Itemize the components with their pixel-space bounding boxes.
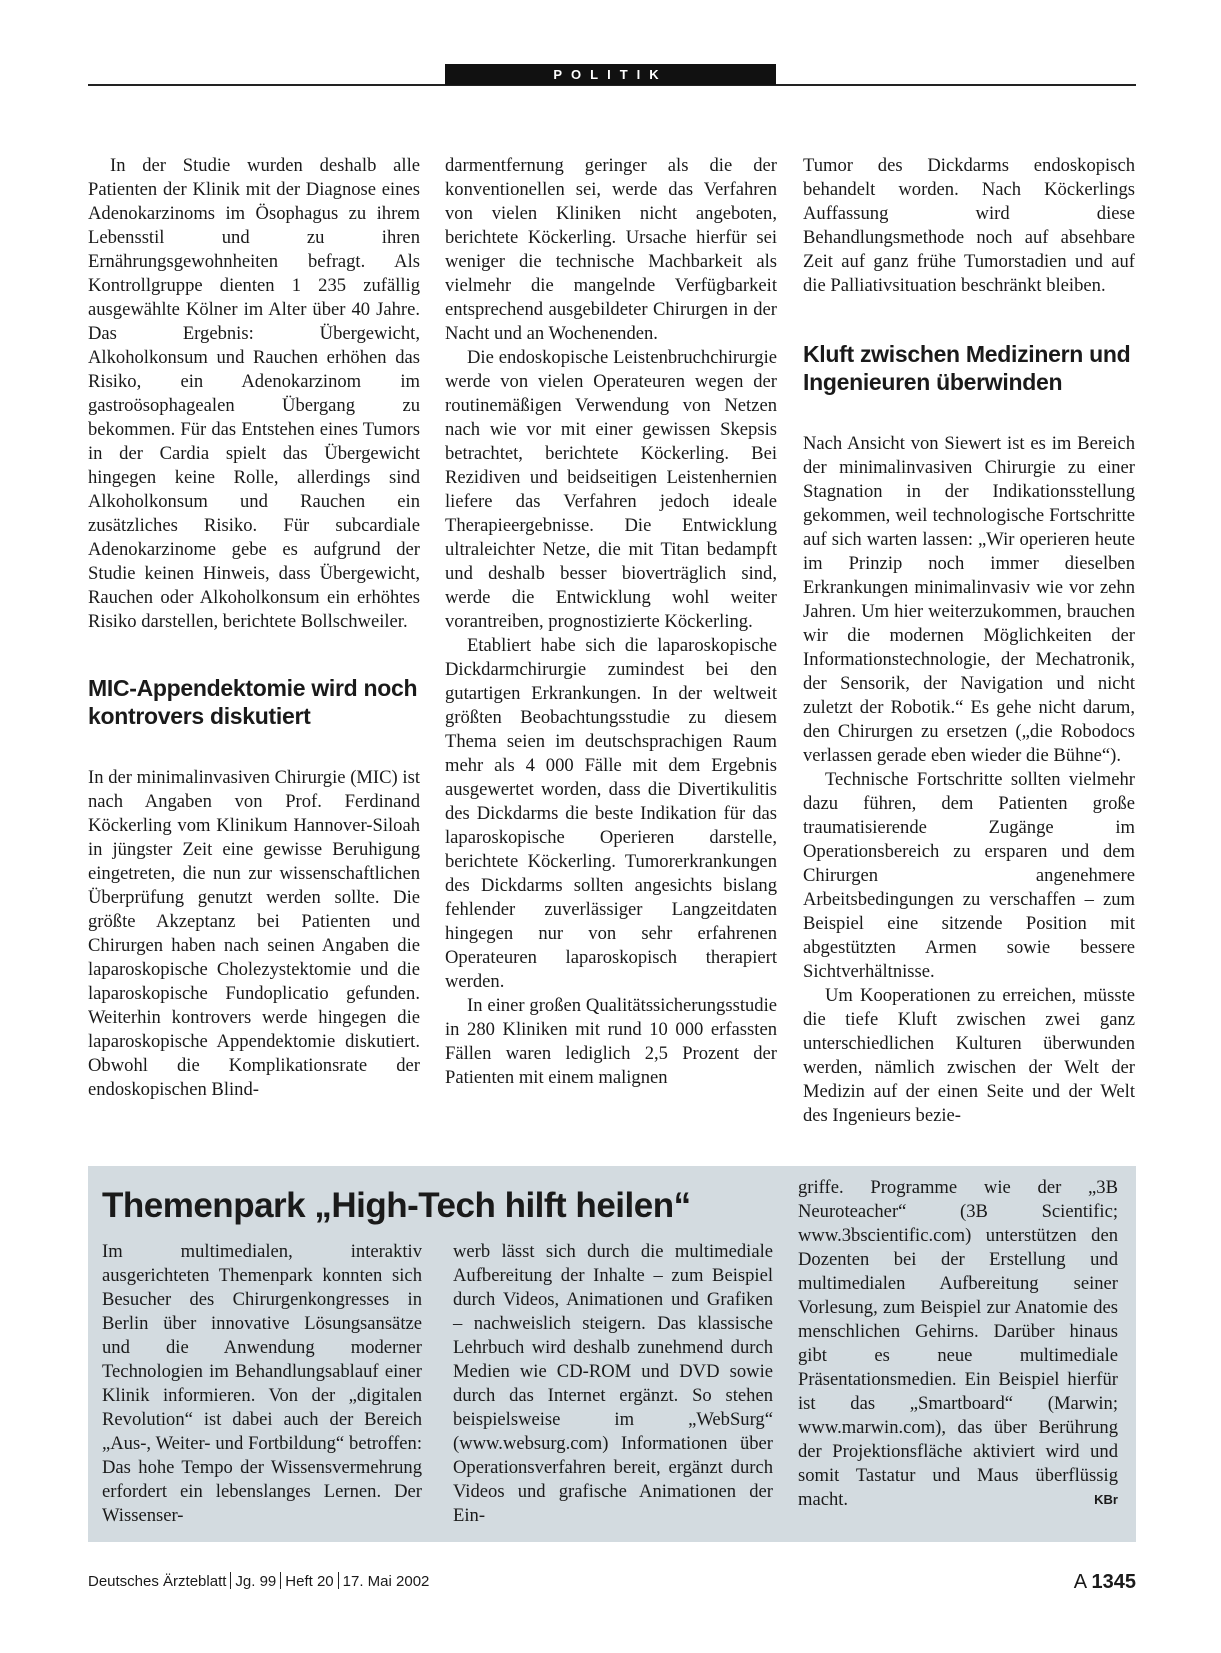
paragraph: Die endoskopische Leistenbruchchirurgie werde von vielen Operateuren wegen der routinemäßigen Verwendung von Netzen nach wie vor mit einer gewissen Skepsis betrachtet, berichtete Köckerling. Bei Rezidiven und beidseitigen Leistenhernien liefere das Verfahren jedoch ideale Therapieergebnisse. Die Entwicklung ultraleichter Netze, die mit Titan bedampft und deshalb besser bioverträglich sind, werde die Entwicklung wohl weiter vorantreiben, prognostizierte Köckerling. <box>445 347 777 632</box>
page-prefix: A <box>1073 1571 1086 1593</box>
paragraph: Nach Ansicht von Siewert ist es im Bereich der minimalinvasiven Chirurgie zu einer Stagnation in der Indikationsstellung gekommen, weil technologische Fortschritte auf sich warten lassen: „Wir operieren heute im Prinzip noch immer dieselben Erkrankungen minimalinvasiv wie vor zehn Jahren. Um hier weiterzukommen, brauchen wir die modernen Möglichkeiten der Informationstechnologie, der Mechatronik, der Sensorik, der Navigation und nicht zuletzt der Robotik.“ Es gehe nicht darum, den Chirurgen zu ersetzen („die Robodocs verlassen gerade eben wieder die Bühne“). <box>803 433 1135 766</box>
page-number <box>1074 1569 1136 1595</box>
article-column-2 <box>445 154 777 1090</box>
publication-date: 17. Mai 2002 <box>342 1573 430 1590</box>
paragraph: werb lässt sich durch die multimediale Aufbereitung der Inhalte – zum Beispiel durch Videos, Animationen und Grafiken – nachweislich steigern. Das klassische Lehrbuch wird deshalb zunehmend durch Medien wie CD-ROM und DVD sowie durch das Internet ergänzt. So stehen beispielsweise im „WebSurg“ (www.websurg.com) Informationen über Operationsverfahren bereit, ergänzt durch Videos und grafische Animationen der Ein- <box>453 1241 773 1526</box>
sidebar-box <box>88 1166 1136 1542</box>
article-column-1 <box>88 154 420 1102</box>
paragraph: Im multimedialen, interaktiv ausgerichteten Themenpark konnten sich Besucher des Chirurgenkongresses in Berlin über innovative Lösungsansätze und die Anwendung moderner Technologien im Behandlungsablauf einer Klinik informieren. Von der „digitalen Revolution“ ist dabei auch der Bereich „Aus-, Weiter- und Fortbildung“ betroffen: Das hohe Tempo der Wissensvermehrung erfordert ein lebenslanges Lernen. Der Wissenser- <box>102 1241 422 1526</box>
page-footer <box>88 1569 1136 1595</box>
paragraph <box>798 1176 1118 1512</box>
paragraph: In der Studie wurden deshalb alle Patienten der Klinik mit der Diagnose eines Adenokarzinoms im Ösophagus zu ihrem Lebensstil und zu ihren Ernährungsgewohnheiten befragt. Als Kontrollgruppe dienten 1 235 zufällig ausgewählte Kölner im Alter über 40 Jahre. Das Ergebnis: Übergewicht, Alkoholkonsum und Rauchen erhöhen das Risiko, ein Adenokarzinom im gastroösophagealen Übergang zu bekommen. Für das Entstehen eines Tumors in der Cardia spielt das Übergewicht hingegen keine Rolle, allerdings sind Alkoholkonsum und Rauchen ein zusätzliches Risiko. Für subcardiale Adenokarzinome gebe es aufgrund der Studie keinen Hinweis, dass Übergewicht, Rauchen oder Alkoholkonsum ein erhöhtes Risiko darstellen, berichtete Bollschweiler. <box>88 155 420 632</box>
author-initials: KBr <box>1094 1492 1118 1507</box>
divider <box>280 1572 281 1589</box>
journal-name: Deutsches Ärzteblatt <box>88 1573 227 1590</box>
volume: Jg. 99 <box>235 1573 277 1590</box>
subheading: Kluft zwischen Medizinern und Ingenieuren überwinden <box>803 341 1131 395</box>
page-number-value: 1345 <box>1091 1571 1136 1593</box>
box-column-3-text: griffe. Programme wie der „3B Neuroteacher“ (3B Scientific; www.3bscientific.com) unterstützen den Dozenten bei der Erstellung und multimedialen Aufbereitung seiner Vorlesung, zum Beispiel zur Anatomie des menschlichen Gehirns. Darüber hinaus gibt es neue multimediale Präsentationsmedien. Ein Beispiel hierfür ist das „Smartboard“ (Marwin; www.marwin.com), das über Berührung der Projektionsfläche aktiviert wird und somit Tastatur und Maus überflüssig macht. <box>798 1177 1118 1510</box>
article-column-3 <box>803 154 1135 1128</box>
paragraph: Um Kooperationen zu erreichen, müsste die tiefe Kluft zwischen zwei ganz unterschiedlichen Kulturen überwunden werden, nämlich zwischen der Welt der Medizin auf der einen Seite und der Welt des Ingenieurs bezie- <box>803 985 1135 1126</box>
box-title: Themenpark „High-Tech hilft heilen“ <box>102 1186 691 1225</box>
issue: Heft 20 <box>285 1573 334 1590</box>
divider <box>230 1572 231 1589</box>
divider <box>338 1572 339 1589</box>
paragraph: In einer großen Qualitätssicherungsstudie in 280 Kliniken mit rund 10 000 erfassten Fällen waren lediglich 2,5 Prozent der Patienten mit einem malignen <box>445 995 777 1088</box>
paragraph: Technische Fortschritte sollten vielmehr dazu führen, dem Patienten große traumatisierende Zugänge im Operationsbereich zu ersparen und dem Chirurgen angenehmere Arbeitsbedingungen zu verschaffen – zum Beispiel eine sitzende Position mit abgestützten Armen sowie bessere Sichtverhältnisse. <box>803 769 1135 982</box>
paragraph: darmentfernung geringer als die der konventionellen sei, werde das Verfahren von vielen Kliniken nicht angeboten, berichtete Köckerling. Ursache hierfür sei weniger die technische Machbarkeit als vielmehr die mangelnde Verfügbarkeit entsprechend ausgebildeter Chirurgen in der Nacht und an Wochenenden. <box>445 155 777 344</box>
paragraph: Etabliert habe sich die laparoskopische Dickdarmchirurgie zumindest bei den gutartigen Erkrankungen. In der weltweit größten Beobachtungsstudie zu diesem Thema seien im deutschsprachigen Raum mehr als 4 000 Fälle mit dem Ergebnis ausgewertet worden, dass die Divertikulitis des Dickdarms die beste Indikation für das laparoskopische Operieren darstelle, berichtete Köckerling. Tumorerkrankungen des Dickdarms sollten angesichts bislang fehlender zuverlässiger Langzeitdaten hingegen nur von sehr erfahrenen Operateuren laparoskopisch therapiert werden. <box>445 635 777 992</box>
section-label: POLITIK <box>445 64 776 85</box>
box-column-2 <box>453 1240 773 1528</box>
box-column-3 <box>798 1176 1118 1512</box>
box-column-1 <box>102 1240 422 1528</box>
paragraph: Tumor des Dickdarms endoskopisch behandelt worden. Nach Köckerlings Auffassung wird diese Behandlungsmethode noch auf absehbare Zeit auf ganz frühe Tumorstadien und auf die Palliativsituation beschränkt bleiben. <box>803 155 1135 296</box>
paragraph: In der minimalinvasiven Chirurgie (MIC) ist nach Angaben von Prof. Ferdinand Köckerling vom Klinikum Hannover-Siloah in jüngster Zeit eine gewisse Beruhigung eingetreten, die nun zur wissenschaftlichen Überprüfung genutzt werden sollte. Die größte Akzeptanz bei Patienten und Chirurgen haben nach seinen Angaben die laparoskopische Cholezystektomie und die laparoskopische Fundoplicatio gefunden. Weiterhin kontrovers werde hingegen die laparoskopische Appendektomie diskutiert. Obwohl die Komplikationsrate der endoskopischen Blind- <box>88 767 420 1100</box>
subheading: MIC-Appendektomie wird noch kontrovers diskutiert <box>88 675 418 729</box>
